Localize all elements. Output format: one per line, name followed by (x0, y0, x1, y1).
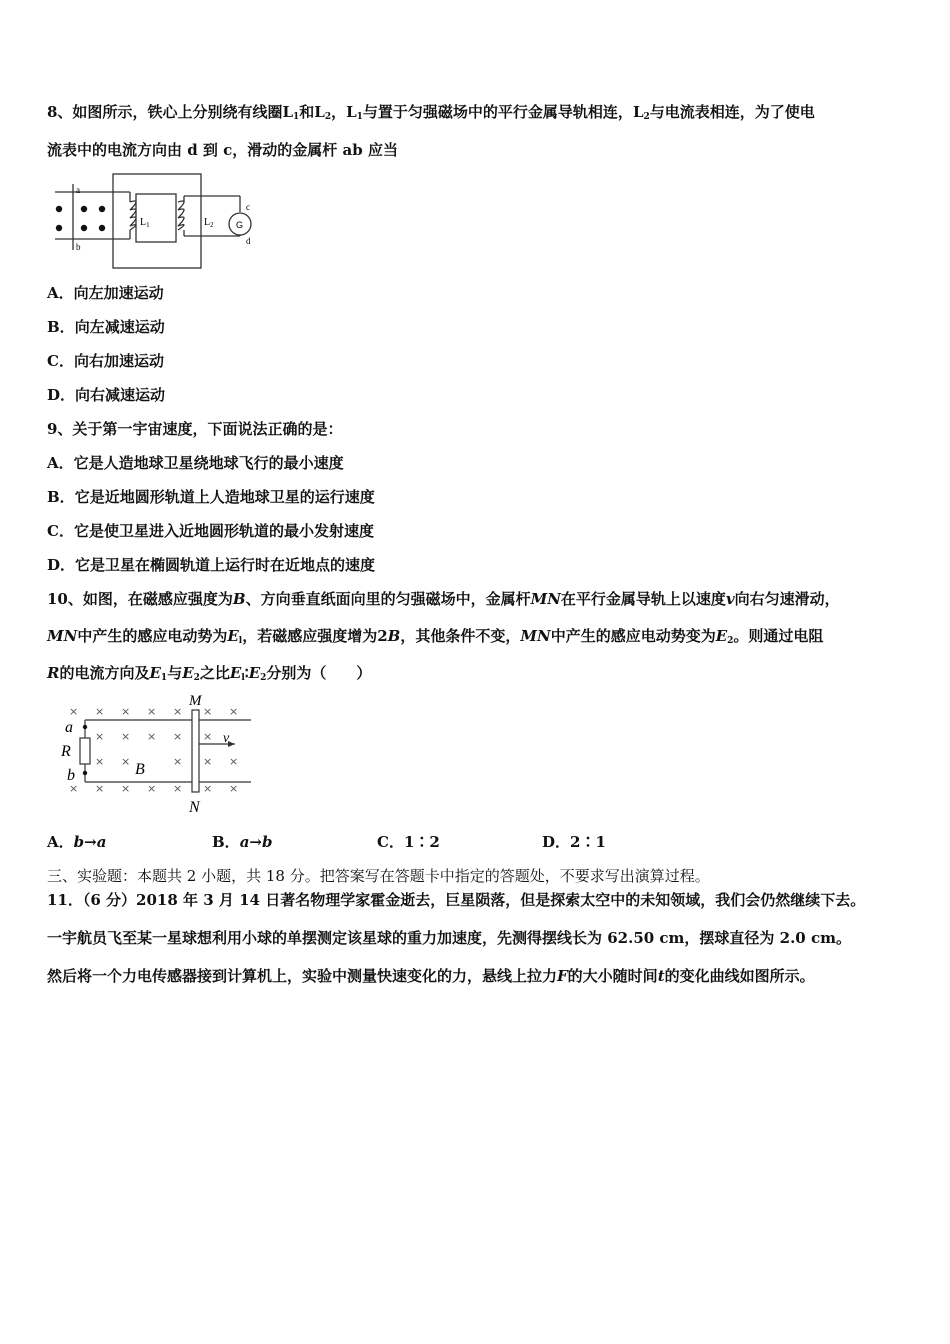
q8-option-a: A．向左加速运动 (47, 284, 164, 302)
q10-stem-line-1: 10、如图，在磁感应强度为B、方向垂直纸面向里的匀强磁场中，金属杆MN在平行金属导轨上以速度v向右匀速滑动， (47, 590, 840, 608)
q8-option-b: B．向左减速运动 (47, 318, 165, 336)
svg-text:×: × (147, 705, 157, 718)
q11-stem-line-3: 然后将一个力电传感器接到计算机上，实验中测量快速变化的力，悬线上拉力F的大小随时间t的变化曲线如图所示。 (47, 967, 815, 985)
q8-coil-transformer-figure (50, 172, 270, 272)
label-c: c (246, 202, 250, 212)
q10-stem-line-2: MN中产生的感应电动势为$E_l$，若磁感应强度增为2B，其他条件不变，MN中产生的感应电动势变为$E_2$。则通过电阻 (47, 627, 824, 646)
svg-text:×: × (229, 782, 239, 795)
q9-option-c: C．它是使卫星进入近地圆形轨道的最小发射速度 (47, 522, 374, 540)
label-b: b (67, 767, 75, 784)
svg-text:×: × (121, 755, 131, 768)
q9-option-b: B．它是近地圆形轨道上人造地球卫星的运行速度 (47, 488, 375, 506)
svg-text:×: × (95, 705, 105, 718)
q8-stem-line-1: 8、如图所示，铁心上分别绕有线圈$L_1$和$L_2$，$L_1$与置于匀强磁场中的平行金属导轨相连，$L_2$与电流表相连，为了使电 (47, 103, 815, 122)
svg-text:×: × (121, 782, 131, 795)
resistor-R (80, 738, 90, 764)
svg-text:×: × (173, 782, 183, 795)
label-N: N (189, 799, 200, 816)
q10-rail-circuit-figure (55, 692, 255, 817)
label-G: G (236, 220, 244, 230)
rod-MN (192, 710, 199, 792)
q10-option-a: A．b→a (47, 833, 107, 851)
svg-text:×: × (121, 705, 131, 718)
q9-stem: 9、关于第一宇宙速度，下面说法正确的是： (47, 420, 343, 438)
q9-option-a: A．它是人造地球卫星绕地球飞行的最小速度 (47, 454, 344, 472)
label-b: b (76, 242, 81, 252)
q10-option-d: D．2∶1 (542, 833, 606, 851)
q9-option-d: D．它是卫星在椭圆轨道上运行时在近地点的速度 (47, 556, 376, 574)
svg-text:×: × (147, 730, 157, 743)
svg-text:×: × (203, 705, 213, 718)
label-a: a (65, 719, 73, 736)
svg-text:×: × (203, 782, 213, 795)
svg-text:×: × (173, 730, 183, 743)
label-v: v (223, 731, 230, 746)
label-L2: $L_2$ (204, 217, 214, 229)
svg-text:×: × (203, 755, 213, 768)
label-L1: $L_1$ (140, 217, 150, 229)
svg-text:×: × (203, 730, 213, 743)
svg-text:×: × (147, 782, 157, 795)
svg-text:×: × (69, 705, 79, 718)
q8-option-d: D．向右减速运动 (47, 386, 166, 404)
svg-text:×: × (95, 782, 105, 795)
q8-option-c: C．向右加速运动 (47, 352, 164, 370)
label-R: R (61, 743, 71, 760)
q10-option-b: B．a→b (212, 833, 273, 851)
q8-stem-line-2: 流表中的电流方向由 d 到 c，滑动的金属杆 ab 应当 (47, 141, 398, 159)
q11-stem-line-2: 一宇航员飞至某一星球想利用小球的单摆测定该星球的重力加速度，先测得摆线长为 62.50 cm，摆球直径为 2.0 cm。 (47, 929, 851, 947)
svg-text:×: × (173, 755, 183, 768)
svg-text:×: × (173, 705, 183, 718)
q10-stem-line-3: R的电流方向及$E_1$与$E_2$之比$E_l∶E_2$分别为（ ） (47, 664, 372, 683)
svg-text:×: × (121, 730, 131, 743)
q11-stem-line-1: 11．（6 分）2018 年 3 月 14 日著名物理学家霍金逝去，巨星陨落，但是探索太空中的未知领域，我们会仍然继续下去。 (47, 891, 866, 909)
svg-text:×: × (95, 730, 105, 743)
label-d: d (246, 236, 251, 246)
svg-text:×: × (229, 705, 239, 718)
label-B: B (135, 761, 145, 778)
svg-text:×: × (69, 782, 79, 795)
label-M: M (189, 693, 202, 709)
label-a: a (76, 185, 80, 195)
svg-text:×: × (95, 755, 105, 768)
section-3-heading: 三、实验题：本题共 2 小题，共 18 分。把答案写在答题卡中指定的答题处，不要求写出演算过程。 (47, 867, 710, 885)
svg-text:×: × (229, 755, 239, 768)
q10-option-c: C．1∶2 (377, 833, 440, 851)
